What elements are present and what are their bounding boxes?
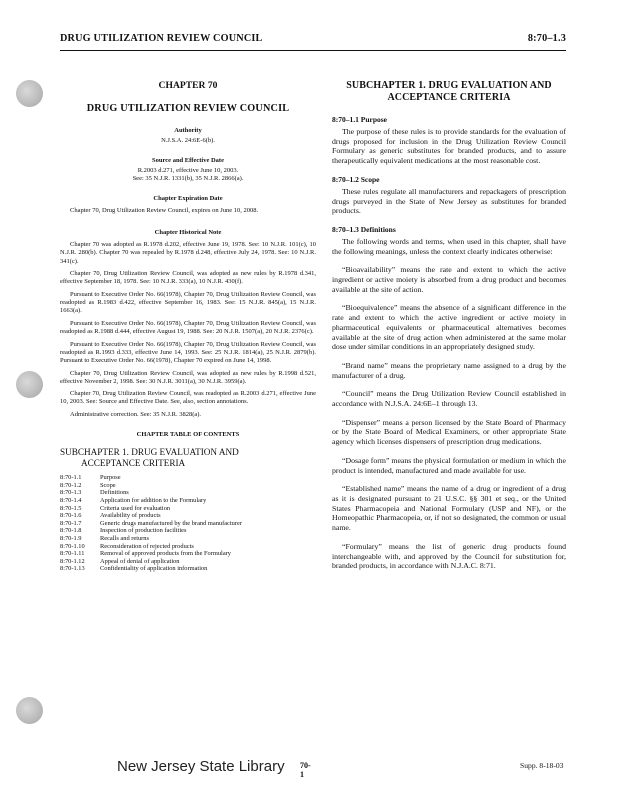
- toc-section-title: Definitions: [100, 489, 129, 497]
- toc-section-title: Scope: [100, 481, 116, 489]
- toc-section-number: 8:70-1.10: [60, 542, 85, 550]
- toc-section-number: 8:70-1.12: [60, 557, 85, 565]
- library-stamp: New Jersey State Library: [117, 758, 285, 775]
- toc-section-number: 8:70-1.11: [60, 550, 85, 558]
- expiration-heading: Chapter Expiration Date: [153, 195, 223, 203]
- header-section: 8:70–1.3: [527, 33, 566, 44]
- toc-row: [60, 565, 316, 573]
- punch-hole-icon: [16, 80, 43, 107]
- toc-heading: CHAPTER TABLE OF CONTENTS: [136, 431, 240, 439]
- page-number: 70-1: [300, 761, 311, 779]
- definition-paragraph: “Bioequivalence” means the absence of a significant difference in the rate and extent to which the active ingredient or active moiety in pharmaceutical equivalents or pharmaceutical alternatives becomes available at the site of drug action when administered at the same molar dose under similar conditions in an appropriately designed study.: [332, 303, 566, 352]
- toc-section-number: 8:70-1.7: [60, 519, 82, 527]
- toc-subchapter-heading-cont: ACCEPTANCE CRITERIA: [81, 457, 186, 468]
- definition-paragraph: “Bioavailability” means the rate and extent to which the active ingredient or active moiety is absorbed from a drug product and becomes available at the site of action.: [332, 265, 566, 294]
- source-line: R.2003 d.271, effective June 10, 2003.: [137, 167, 239, 175]
- toc-section-title: Inspection of production facilities: [100, 527, 187, 535]
- subchapter-heading-cont: ACCEPTANCE CRITERIA: [387, 91, 511, 103]
- authority-heading: Authority: [174, 127, 202, 134]
- definition-paragraph: “Brand name” means the proprietary name assigned to a drug by the manufacturer of a drug.: [332, 360, 566, 380]
- toc-row: [60, 535, 316, 543]
- toc-section-title: Generic drugs manufactured by the brand manufacturer: [100, 519, 242, 527]
- history-paragraph: Administrative correction. See: 35 N.J.R. 3828(a).: [70, 411, 202, 419]
- toc-row: [60, 474, 316, 482]
- toc-section-number: 8:70-1.2: [60, 481, 82, 489]
- history-paragraph: Chapter 70, Drug Utilization Review Council, was adopted as new rules by R.1998 d.521, effective November 2, 1998. See: 30 N.J.R. 3011(a), 30 N.J.R. 3959(a).: [60, 369, 316, 385]
- toc-row: [60, 543, 316, 551]
- toc-row: [60, 527, 316, 535]
- toc-section-number: 8:70-1.5: [60, 504, 82, 512]
- expiration-text: Chapter 70, Drug Utilization Review Council, expires on June 10, 2008.: [70, 207, 259, 215]
- toc-section-number: 8:70-1.8: [60, 527, 82, 535]
- toc-section-title: Recalls and returns: [100, 534, 149, 542]
- history-paragraph: Pursuant to Executive Order No. 66(1978), Chapter 70, Drug Utilization Review Council, was readopted as R.1988 d.444, effective August 19, 1988. See: 20 N.J.R. 1507(a), 20 N.J.R. 2376(c).: [60, 319, 316, 335]
- toc-subchapter-heading: SUBCHAPTER 1. DRUG EVALUATION AND: [60, 447, 239, 458]
- toc-row: [60, 505, 316, 513]
- header-rule: [60, 50, 566, 51]
- chapter-number: CHAPTER 70: [158, 80, 218, 91]
- toc-row: [60, 512, 316, 520]
- definition-paragraph: “Formulary” means the list of generic drug products found interchangeable with, and approved by the Council for substitution for, branded products, in accordance with N.J.A.C. 8:71.: [332, 541, 566, 571]
- toc-row: [60, 497, 316, 505]
- punch-hole-icon: [16, 371, 43, 398]
- definition-paragraph: “Dispenser” means a person licensed by the State Board of Pharmacy or by the State Board of Medical Examiners, or other appropriate State agency which licenses dispensers of prescription drug medications.: [332, 417, 566, 447]
- toc-table: [60, 474, 316, 573]
- section-text-scope: These rules regulate all manufacturers and repackagers of prescription drugs purveyed in the State of New Jersey as substitutes for branded products.: [332, 186, 566, 216]
- history-paragraph: Chapter 70, Drug Utilization Review Council, was adopted as new rules by R.1978 d.341, effective September 18, 1978. See: 10 N.J.R. 333(a), 10 N.J.R. 430(f).: [60, 270, 316, 286]
- subchapter-heading: SUBCHAPTER 1. DRUG EVALUATION AND: [346, 80, 552, 91]
- toc-section-title: Appeal of denial of application: [100, 557, 180, 565]
- toc-section-title: Purpose: [100, 474, 121, 482]
- supplement-date: Supp. 8-18-03: [520, 761, 564, 770]
- source-heading: Source and Effective Date: [152, 157, 224, 165]
- toc-row: [60, 550, 316, 558]
- history-heading: Chapter Historical Note: [154, 229, 222, 237]
- right-column: [332, 80, 566, 576]
- toc-row: [60, 520, 316, 528]
- running-header: [60, 33, 566, 47]
- definitions-intro: The following words and terms, when used in this chapter, shall have the following meanings, unless the context clearly indicates otherwise:: [332, 236, 566, 256]
- toc-section-number: 8:70-1.6: [60, 512, 82, 520]
- left-column: [60, 80, 316, 573]
- toc-row: [60, 489, 316, 497]
- toc-section-number: 8:70-1.9: [60, 534, 82, 542]
- history-paragraph: Chapter 70, Drug Utilization Review Council, was readopted as R.2003 d.271, effective June 10, 2003. See: Source and Effective Date. See, also, section annotations.: [60, 390, 316, 406]
- toc-section-title: Application for addition to the Formulary: [100, 497, 207, 504]
- source-line: See: 35 N.J.R. 1331(b), 35 N.J.R. 2866(a).: [132, 175, 244, 183]
- punch-hole-icon: [16, 697, 43, 724]
- authority-text: N.J.S.A. 24:6E-6(b).: [161, 137, 215, 144]
- toc-section-title: Reconsideration of rejected products: [100, 542, 194, 550]
- section-heading-purpose: 8:70–1.1 Purpose: [332, 115, 387, 124]
- chapter-title: DRUG UTILIZATION REVIEW COUNCIL: [86, 103, 290, 114]
- toc-section-number: 8:70-1.13: [60, 565, 85, 573]
- definition-paragraph: “Established name” means the name of a drug or ingredient of a drug as it is designated pursuant to 21 U.S.C. §§ 301 et seq., or the United States Pharmacopeia and National Formulary (USP and NF), or the Homeopathic Pharmacopeia, or, if not so designated, the common or usual name.: [332, 484, 566, 533]
- toc-section-number: 8:70-1.3: [60, 489, 82, 497]
- section-heading-definitions: 8:70–1.3 Definitions: [332, 224, 396, 234]
- toc-section-title: Removal of approved products from the Formulary: [100, 550, 231, 558]
- definition-paragraph: “Dosage form” means the physical formulation or medium in which the product is intended, manufactured and made available for use.: [332, 455, 566, 475]
- definition-paragraph: “Council” means the Drug Utilization Review Council established in accordance with N.J.S.A. 24:6E–1 through 13.: [332, 389, 566, 409]
- section-text-purpose: The purpose of these rules is to provide standards for the evaluation of drugs proposed for inclusion in the Drug Utilization Review Council Formulary as generic substitutes for branded products, and to assure therapeutically equivalent medications at the most reasonable cost.: [332, 127, 566, 166]
- toc-section-number: 8:70-1.4: [60, 497, 82, 504]
- history-paragraph: Pursuant to Executive Order No. 66(1978), Chapter 70, Drug Utilization Review Council, was readopted as R.1983 d.422, effective September 16, 1983. See: 15 N.J.R. 845(a), 15 N.J.R. 1663(a).: [60, 291, 316, 315]
- toc-row: [60, 482, 316, 490]
- toc-section-title: Criteria used for evaluation: [100, 504, 171, 512]
- section-heading-scope: 8:70–1.2 Scope: [332, 174, 380, 184]
- header-title: DRUG UTILIZATION REVIEW COUNCIL: [60, 33, 263, 44]
- toc-section-title: Availability of products: [100, 512, 161, 520]
- history-paragraph: Chapter 70 was adopted as R.1978 d.202, effective June 19, 1978. See: 10 N.J.R. 101(c), 10 N.J.R. 280(b). Chapter 70 was repealed by R.1978 d.248, effective July 24, 1978. See: 10 N.J.R. 341(c).: [60, 241, 316, 265]
- toc-row: [60, 558, 316, 566]
- toc-section-number: 8:70-1.1: [60, 474, 82, 482]
- history-paragraph: Pursuant to Executive Order No. 66(1978), Chapter 70, Drug Utilization Review Council, was readopted as R.1993 d.333, effective June 14, 1993. See: 25 N.J.R. 1814(a), 25 N.J.R. 2879(b). Pursuant to Executive Order No. 66(1978), Chapter 70 expired on June 14, 1998.: [60, 340, 316, 364]
- toc-section-title: Confidentiality of application information: [100, 565, 208, 573]
